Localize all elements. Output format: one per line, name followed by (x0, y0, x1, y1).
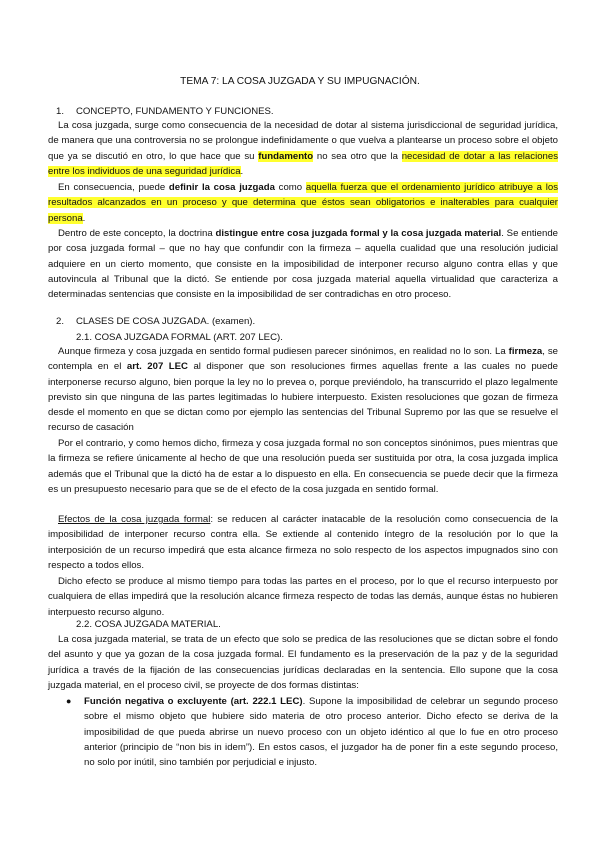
bold-text: Función negativa o excluyente (art. 222.1 LEC) (84, 696, 303, 707)
bold-text: firmeza (508, 346, 543, 357)
paragraph: Dicho efecto se produce al mismo tiempo para todas las partes en el proceso, por lo que el recurso interpuesto por cualquiera de ellas impedirá que la resolución alcance firmeza respecto de todas las demás, aunque éstas no hubieren interpuesto recurso alguno. (48, 576, 558, 618)
text-run: . Se entiende por cosa juzgada formal – que no hay que confundir con la firmeza – aquella cualidad que una resolución judicial adquiere en un cierto momento, que consiste en la imposibilidad de interponer recurso alguno contra ellas y que autovincula al Tribunal que la dictó. Se entiende por cosa juzgada material aquella virtualidad que caracteriza a determinadas sentencias que consiste en la imposibilidad de ser contradichas en otro proceso. (48, 228, 559, 301)
section-number: 2. (56, 316, 65, 327)
subsection-heading: 2.1. COSA JUZGADA FORMAL (ART. 207 LEC). (76, 332, 283, 343)
paragraph (48, 180, 558, 226)
highlighted-text: aquella fuerza que el ordenamiento jurídico atribuye a los resultados alcanzados en un proceso y que determina que éstos sean obligatorios e inalterables para cualquier persona (48, 182, 558, 224)
section-1-heading (56, 105, 274, 118)
text-run: Aunque firmeza y cosa juzgada en sentido formal pudiesen parecer sinónimos, en realidad no lo son. La (58, 346, 509, 357)
text-run: como (274, 182, 306, 193)
text-run: al disponer que son resoluciones firmes aquellas frente a las cuales no puede interponerse recurso alguno, bien porque la ley no lo prevea o, porque previéndolo, ha transcurrido el plazo legalmente previsto sin que ninguna de las partes legitimadas lo hubiere interpuesto. Existen resoluciones que gozan de firmeza desde el momento en que se dictan como por ejemplo las sentencias del Tribunal Supremo por las que se resuelve el recurso de casación (48, 361, 558, 434)
text-run: Dentro de este concepto, la doctrina (58, 228, 216, 239)
paragraph (48, 512, 558, 573)
section-heading-text: CONCEPTO, FUNDAMENTO Y FUNCIONES. (76, 106, 274, 117)
text-run: La cosa juzgada, surge como consecuencia de la necesidad de dotar al sistema jurisdiccional de seguridad jurídica, de manera que una controversia no se prolongue indefinidamente o que vuelva a plantearse un proceso sobre el objeto que ya se discutió en otro, lo que hace que su (48, 120, 558, 162)
list-item (66, 694, 558, 770)
text-run: . Supone la imposibilidad de celebrar un segundo proceso sobre el mismo objeto que hubiere sido materia de otro proceso anterior. Dicho efecto se deriva de la imposibilidad de que pueda abrirse un nuevo proceso con un objeto idéntico al que lo fue en otro proceso anterior (principio de “non bis in idem”). En estos casos, el juzgador ha de poner fin a este segundo proceso, no solo por inútil, sino también por perjudicial e injusto. (84, 696, 558, 769)
bold-text: art. 207 LEC (126, 361, 188, 373)
section-2-heading (56, 315, 255, 328)
highlighted-text: necesidad de dotar a las relaciones entre los individuos de una seguridad jurídica (48, 150, 559, 177)
bullet-dot-icon: ● (66, 696, 72, 706)
underlined-text: Efectos de la cosa juzgada formal (58, 514, 211, 525)
section-number: 1. (56, 106, 65, 117)
text-run: . (82, 212, 86, 224)
bold-text: fundamento (258, 150, 314, 162)
text-run: . (240, 165, 244, 177)
subsection-heading: 2.2. COSA JUZGADA MATERIAL. (76, 619, 221, 630)
highlighted-text (258, 151, 313, 162)
text-run: En consecuencia, puede (58, 182, 169, 193)
bold-text: definir la cosa juzgada (168, 182, 275, 193)
paragraph: La cosa juzgada material, se trata de un efecto que solo se predica de las resoluciones que se dictan sobre el fondo del asunto y que ya gozan de la cosa juzgada formal. El fundamento es la preservación de la paz y de la seguridad jurídica a través de la fijación de las consecuencias jurídicas declaradas en la sentencia. Ello supone que la cosa juzgada material, en el proceso civil, se proyecte de dos formas distintas: (48, 634, 558, 691)
page-title: TEMA 7: LA COSA JUZGADA Y SU IMPUGNACIÓN. (180, 76, 420, 87)
paragraph: Por el contrario, y como hemos dicho, firmeza y cosa juzgada formal no son conceptos sinónimos, pues mientras que la firmeza se refiere únicamente al hecho de que una resolución pueda ser sustituida por otra, la cosa juzgada implica además que el Tribunal que la dictó ha de estar a lo dispuesto en ella. En consecuencia se puede decir que la firmeza es un presupuesto necesario para que se de el efecto de la cosa juzgada en sentido formal. (48, 438, 558, 495)
paragraph (48, 118, 558, 179)
section-heading-text: CLASES DE COSA JUZGADA. (76, 316, 210, 327)
bold-text: distingue entre cosa juzgada formal y la cosa juzgada material (215, 228, 502, 239)
paragraph (48, 226, 558, 302)
text-run: : se reducen al carácter inatacable de la resolución como consecuencia de la imposibilidad de interponer recurso contra ella. Se extiende al contenido íntegro de la resolución por lo que la interposición de un recurso impedirá que esta alcance firmeza no solo respecto de los aspectos impugnados sino con respecto a todos ellos. (48, 514, 558, 571)
text-run: no sea otro que la (313, 150, 402, 162)
paragraph (48, 344, 558, 436)
section-heading-note: (examen). (209, 316, 256, 327)
text-run: , se contempla en el (48, 346, 558, 373)
